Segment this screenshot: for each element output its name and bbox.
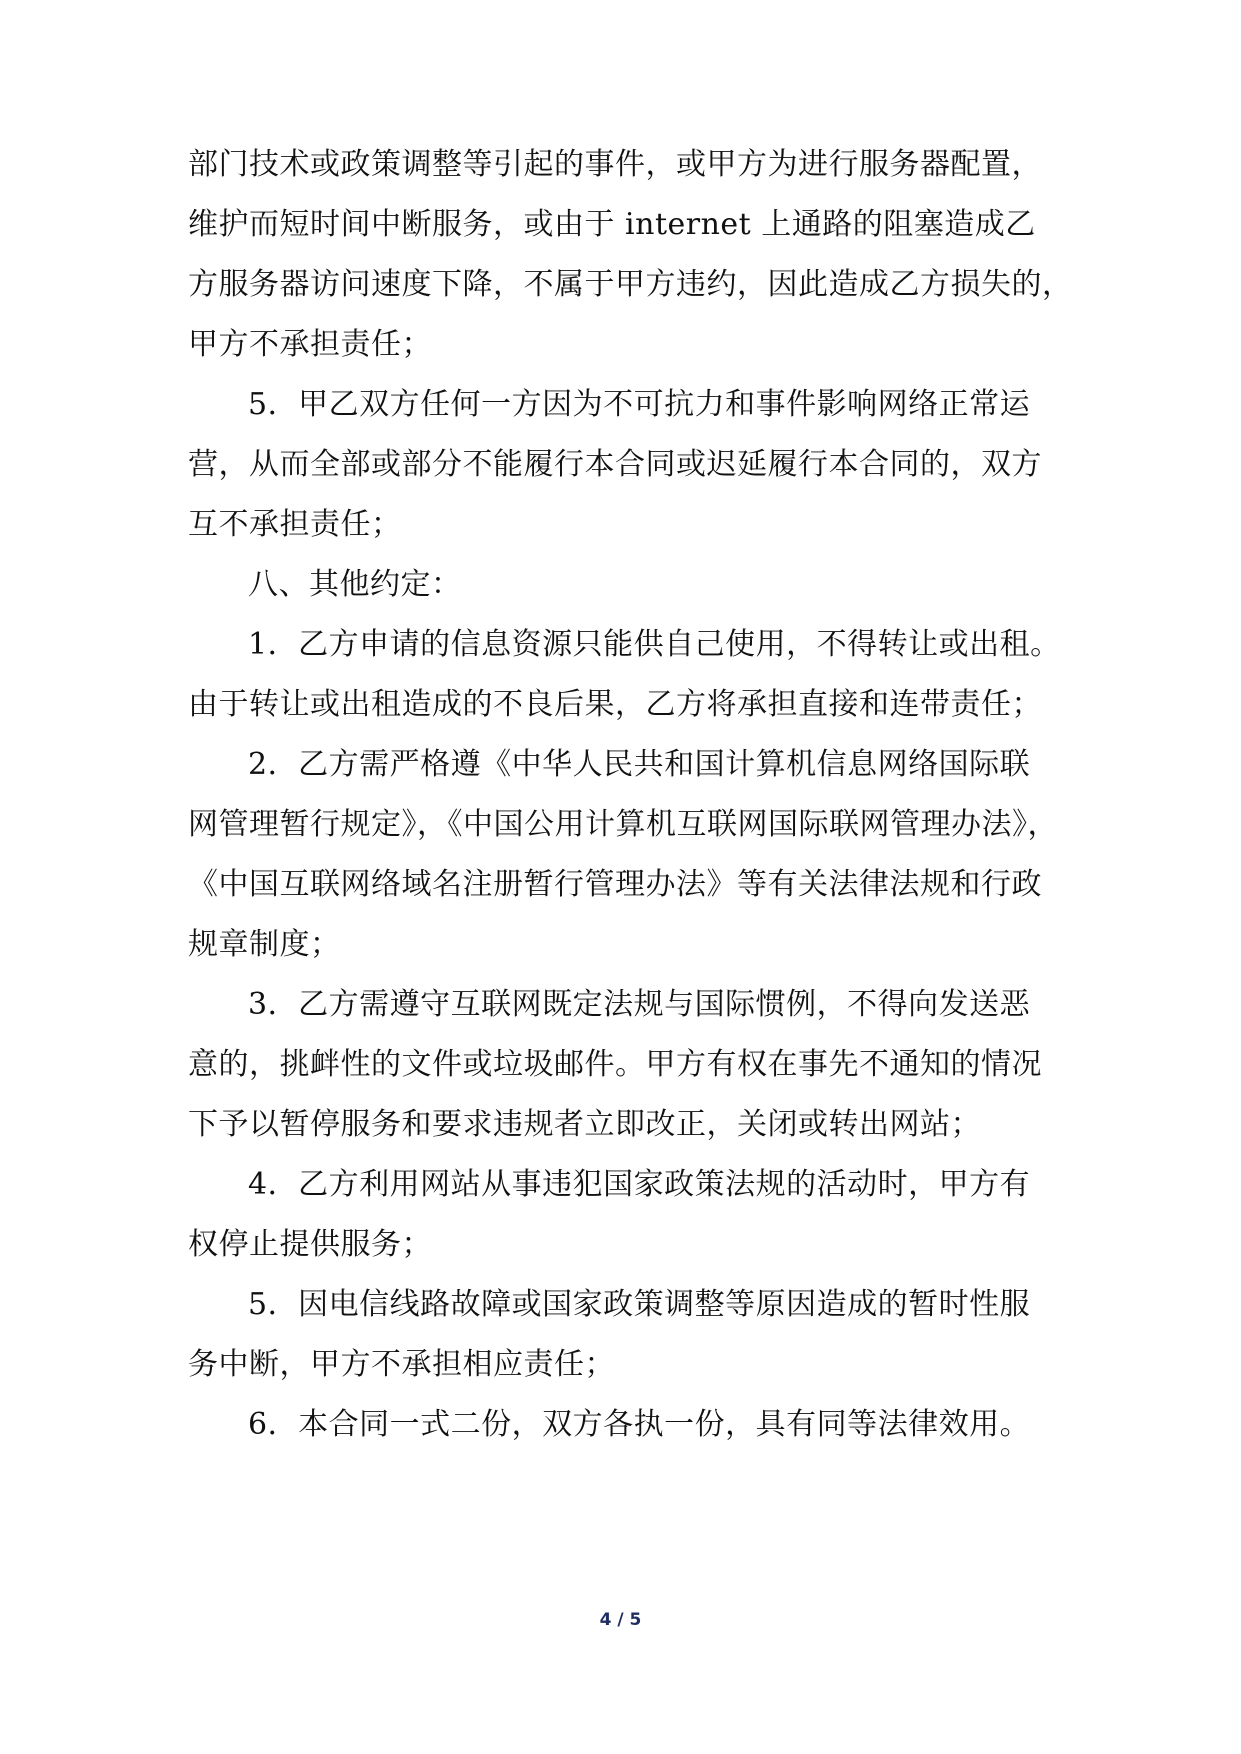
- text-line: 下予以暂停服务和要求违规者立即改正，关闭或转出网站；: [188, 1107, 981, 1142]
- text-line: 权停止提供服务；: [188, 1227, 432, 1262]
- text-line: 务中断，甲方不承担相应责任；: [188, 1347, 615, 1382]
- text-line: 方服务器访问速度下降，不属于甲方违约，因此造成乙方损失的，: [188, 267, 1073, 302]
- text-line: 4．乙方利用网站从事违犯国家政策法规的活动时，甲方有: [248, 1167, 1031, 1202]
- text-line: 由于转让或出租造成的不良后果，乙方将承担直接和连带责任；: [188, 687, 1042, 722]
- page-number: 4 / 5: [599, 1610, 642, 1630]
- text-line: 营，从而全部或部分不能履行本合同或迟延履行本合同的，双方: [188, 447, 1042, 482]
- text-line: 网管理暂行规定》，《中国公用计算机互联网国际联网管理办法》，: [188, 807, 1058, 842]
- text-line: 维护而短时间中断服务，或由于 internet 上通路的阻塞造成乙: [188, 207, 1036, 242]
- text-line: 部门技术或政策调整等引起的事件，或甲方为进行服务器配置，: [188, 147, 1042, 182]
- text-line: 规章制度；: [188, 927, 341, 962]
- text-line: 6．本合同一式二份，双方各执一份，具有同等法律效用。: [248, 1407, 1031, 1442]
- text-line: 2．乙方需严格遵《中华人民共和国计算机信息网络国际联: [248, 747, 1031, 782]
- text-line: 1．乙方申请的信息资源只能供自己使用，不得转让或出租。: [248, 627, 1061, 662]
- text-line: 5．甲乙双方任何一方因为不可抗力和事件影响网络正常运: [248, 387, 1031, 422]
- text-line: 3．乙方需遵守互联网既定法规与国际惯例，不得向发送恶: [248, 987, 1031, 1022]
- text-line: 意的，挑衅性的文件或垃圾邮件。甲方有权在事先不通知的情况: [188, 1047, 1042, 1082]
- text-line: 《中国互联网络域名注册暂行管理办法》等有关法律法规和行政: [188, 867, 1042, 902]
- text-line: 5．因电信线路故障或国家政策调整等原因造成的暂时性服: [248, 1287, 1031, 1322]
- text-line: 互不承担责任；: [188, 507, 402, 542]
- text-line: 甲方不承担责任；: [188, 327, 432, 362]
- section-heading: 八、其他约定：: [248, 567, 462, 602]
